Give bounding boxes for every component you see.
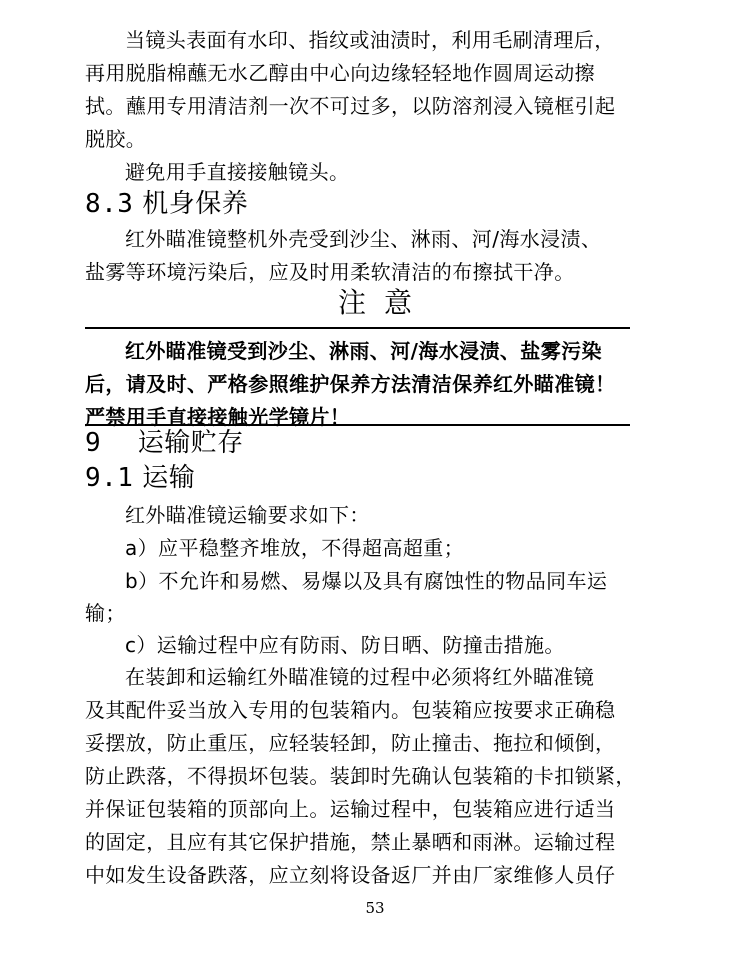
- text-line: 防止跌落，不得损坏包装。装卸时先确认包装箱的卡扣锁紧，: [85, 764, 636, 788]
- notice-title: 注意: [337, 286, 430, 319]
- notice-line: 严禁用手直接接触光学镜片！: [85, 405, 351, 429]
- text-line: 及其配件妥当放入专用的包装箱内。包装箱应按要求正确稳: [85, 698, 616, 722]
- section-title: 机身保养: [142, 189, 249, 219]
- page-number: 53: [365, 899, 385, 917]
- section-number: 9.1: [85, 463, 134, 493]
- text-line: 盐雾等环境污染后，应及时用柔软清洁的布擦拭干净。: [85, 260, 575, 284]
- list-item: c）运输过程中应有防雨、防日晒、防撞击措施。: [125, 633, 565, 657]
- section-number: 8.3: [85, 189, 134, 219]
- notice-top-rule: [85, 327, 630, 329]
- text-line: 再用脱脂棉蘸无水乙醇由中心向边缘轻轻地作圆周运动擦: [85, 61, 595, 85]
- text-line: 妥摆放，防止重压，应轻装轻卸，防止撞击、拖拉和倾倒，: [85, 731, 616, 755]
- notice-line: 后，请及时、严格参照维护保养方法清洁保养红外瞄准镜！: [85, 372, 616, 396]
- list-item: b）不允许和易燃、易爆以及具有腐蚀性的物品同车运: [125, 569, 608, 593]
- section-number: 9: [85, 428, 102, 458]
- section-9-1-heading: [85, 462, 195, 494]
- notice-line: 红外瞄准镜受到沙尘、淋雨、河/海水浸渍、盐雾污染: [125, 339, 602, 363]
- text-line: 输；: [85, 601, 126, 625]
- text-line: 当镜头表面有水印、指纹或油渍时，利用毛刷清理后，: [125, 28, 615, 52]
- text-line: 避免用手直接接触镜头。: [125, 160, 350, 184]
- text-line: 脱胶。: [85, 127, 147, 151]
- section-title: 运输贮存: [137, 428, 244, 458]
- notice-bottom-rule: [85, 424, 630, 426]
- text-line: 中如发生设备跌落，应立刻将设备返厂并由厂家维修人员仔: [85, 863, 616, 887]
- list-item: a）应平稳整齐堆放，不得超高超重；: [125, 536, 465, 560]
- text-line: 红外瞄准镜运输要求如下：: [125, 503, 370, 527]
- text-line: 拭。蘸用专用清洁剂一次不可过多，以防溶剂浸入镜框引起: [85, 94, 616, 118]
- text-line: 的固定，且应有其它保护措施，禁止暴晒和雨淋。运输过程: [85, 830, 616, 854]
- text-line: 在装卸和运输红外瞄准镜的过程中必须将红外瞄准镜: [125, 665, 595, 689]
- section-title: 运输: [142, 463, 196, 493]
- section-8-3-heading: [85, 188, 248, 220]
- text-line: 并保证包装箱的顶部向上。运输过程中，包装箱应进行适当: [85, 797, 616, 821]
- section-9-heading: [85, 427, 244, 459]
- text-line: 红外瞄准镜整机外壳受到沙尘、淋雨、河/海水浸渍、: [125, 227, 602, 251]
